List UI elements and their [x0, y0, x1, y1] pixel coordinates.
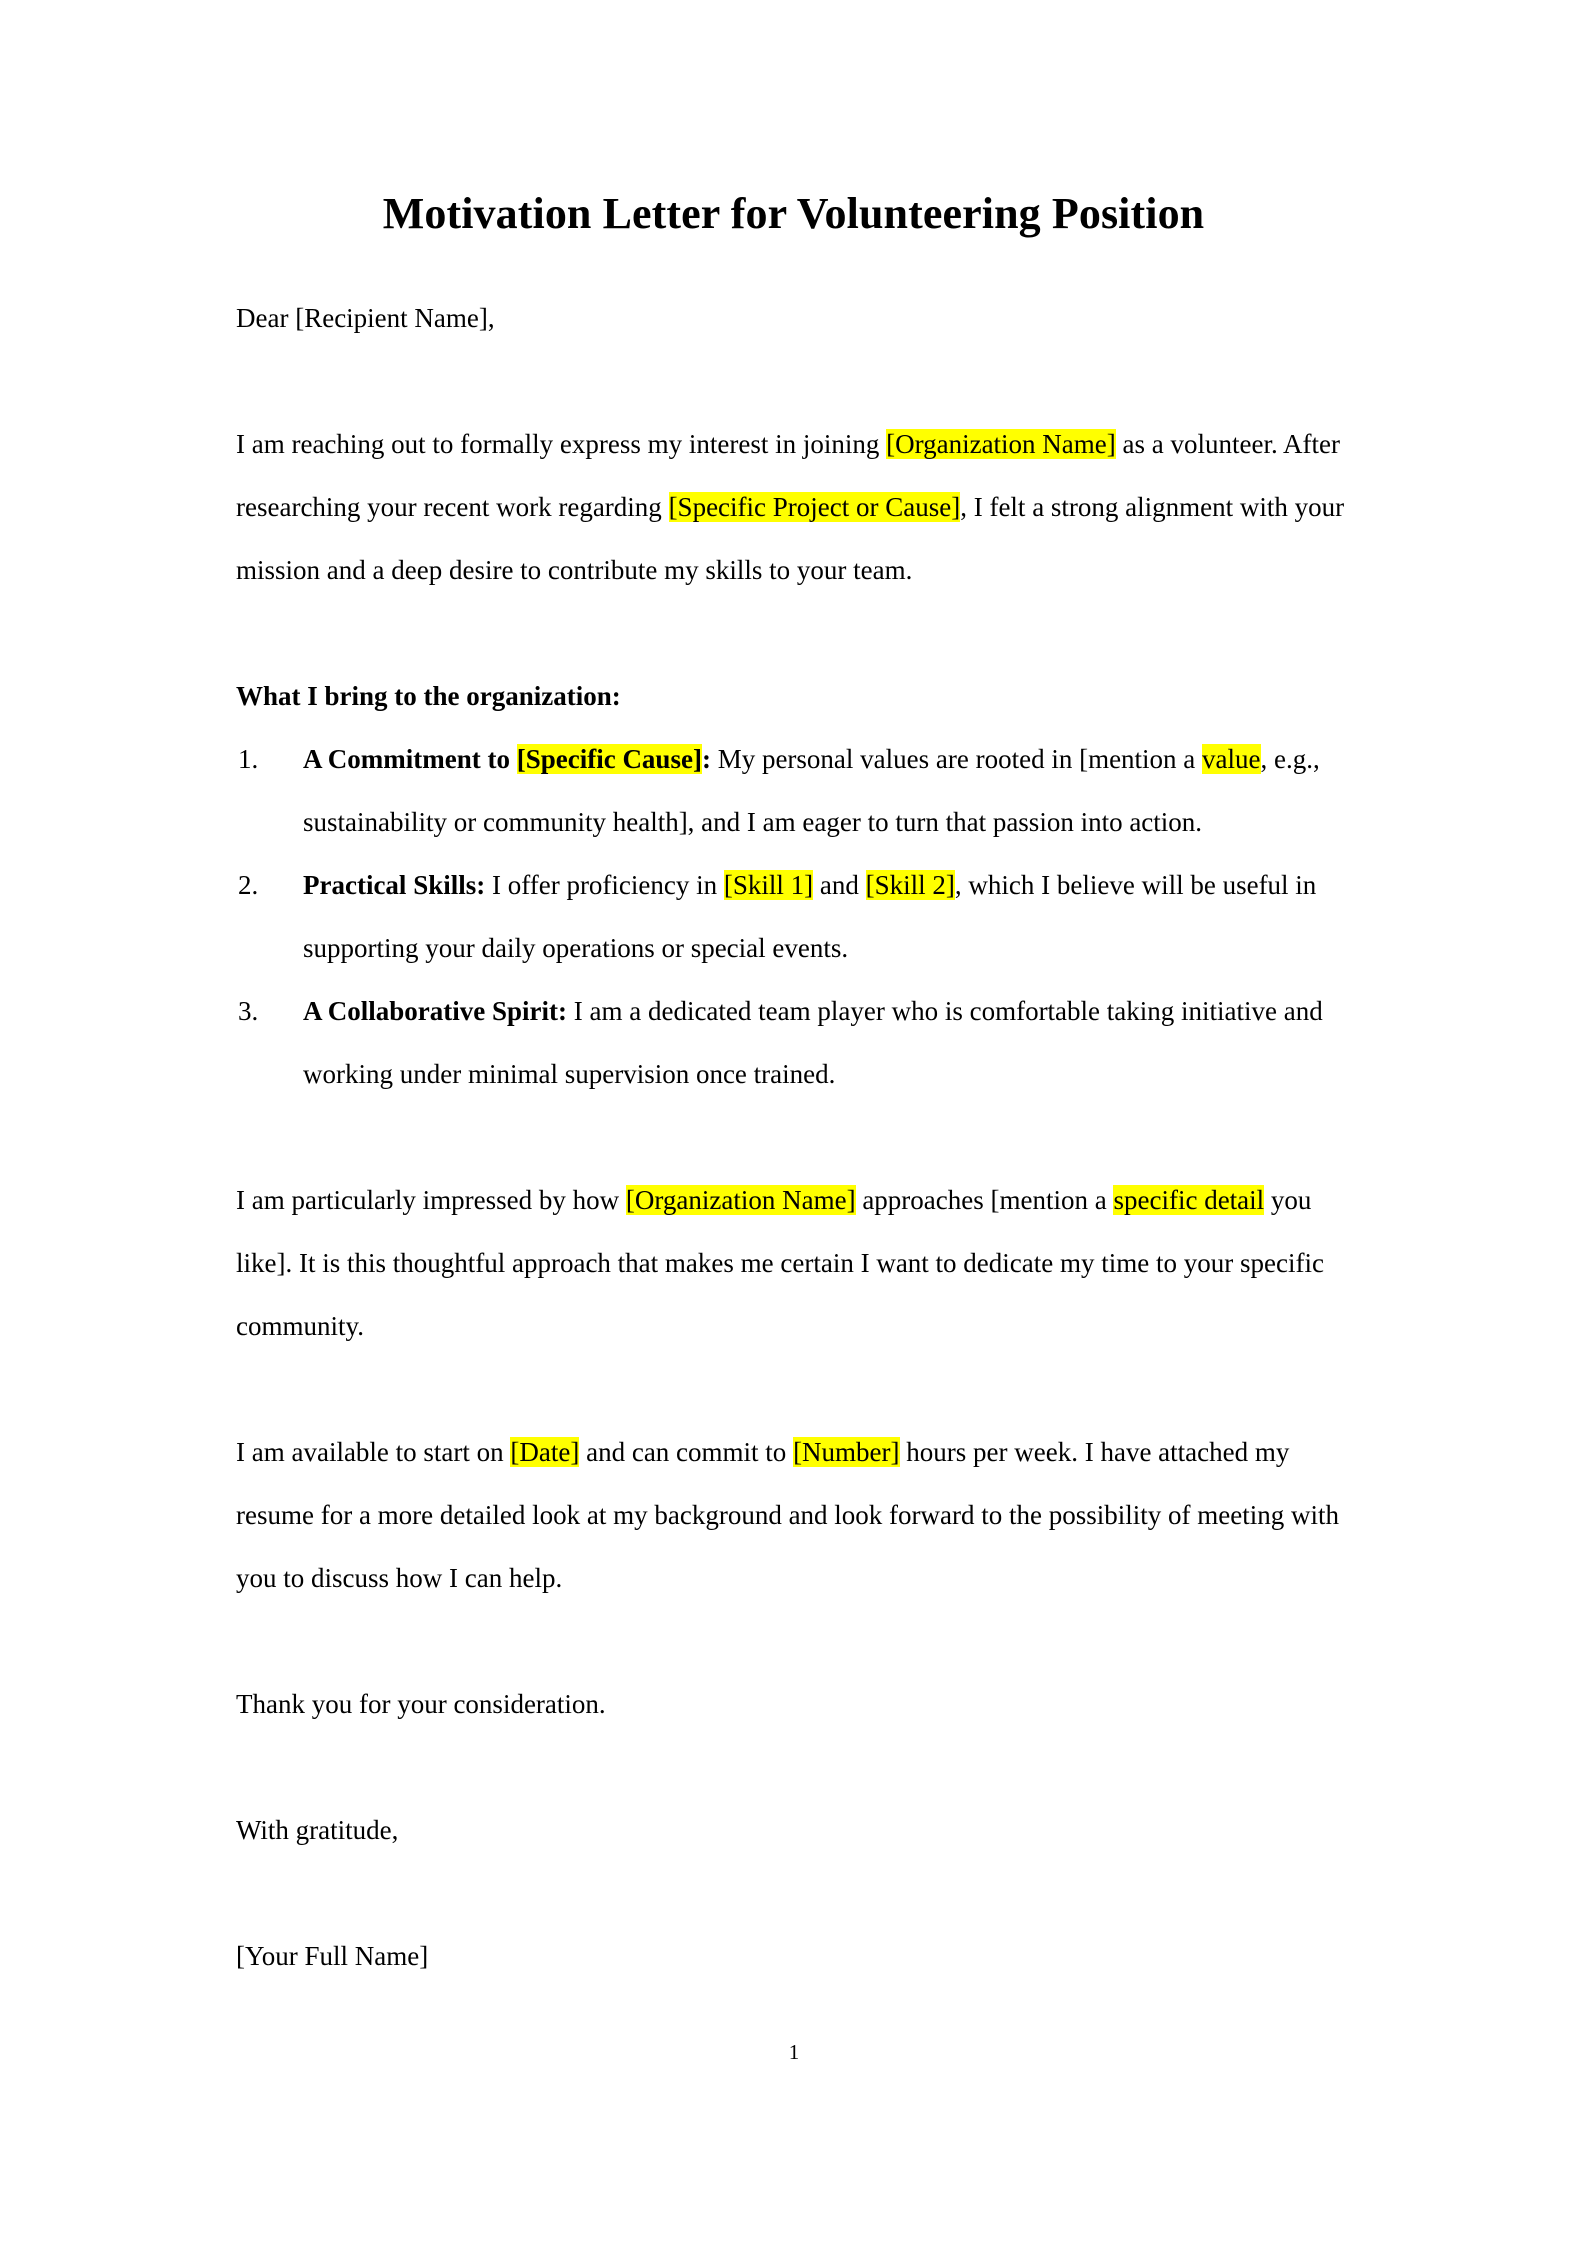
- salutation-text: Dear [Recipient Name],: [236, 303, 495, 333]
- highlight-skill-1: [Skill 1]: [723, 870, 814, 900]
- list-marker: 2.: [238, 870, 259, 900]
- spacer: [236, 1358, 1351, 1421]
- page-number: 1: [788, 2040, 800, 2064]
- item-text-part1: My personal values are rooted in [mention a: [710, 744, 1203, 774]
- intro-text-part3: , I felt a strong alignment with your mission and a deep desire to contribute my skills to your team.: [236, 492, 1345, 585]
- impressed-text-part1: I am particularly impressed by how: [236, 1185, 626, 1215]
- highlight-skill-2: [Skill 2]: [865, 870, 955, 900]
- salutation-line: [236, 287, 1351, 350]
- spacer: [236, 350, 1351, 413]
- item-text-part1: I am a dedicated team player who is comfortable taking initiative and working under minimal supervision once trained.: [303, 996, 1323, 1089]
- spacer: [236, 1736, 1351, 1799]
- item-bold-prefix: Practical Skills:: [303, 870, 486, 900]
- spacer: [236, 1106, 1351, 1169]
- qualifications-list: [236, 728, 1351, 1106]
- availability-text-part1: I am available to start on: [236, 1437, 511, 1467]
- item-text-part2: and: [813, 870, 866, 900]
- list-item: [236, 728, 1351, 854]
- section-heading: What I bring to the organization:: [236, 681, 621, 711]
- availability-paragraph: [236, 1421, 1351, 1610]
- list-item: [236, 980, 1351, 1106]
- list-item: [236, 854, 1351, 980]
- signature-name: [Your Full Name]: [236, 1941, 429, 1971]
- highlight-specific-project: [Specific Project or Cause]: [668, 492, 961, 522]
- impressed-text-part2: approaches [mention a: [855, 1185, 1114, 1215]
- closing-line: With gratitude,: [236, 1815, 399, 1845]
- page-title: Motivation Letter for Volunteering Position: [382, 189, 1205, 238]
- highlight-specific-cause: [Specific Cause]: [516, 744, 702, 774]
- highlight-number: [Number]: [793, 1437, 900, 1467]
- intro-text-part1: I am reaching out to formally express my interest in joining: [236, 429, 887, 459]
- impressed-text-part3: you like]. It is this thoughtful approach that makes me certain I want to dedicate my time to your specific community.: [236, 1185, 1324, 1341]
- availability-text-part2: and can commit to: [579, 1437, 794, 1467]
- impressed-paragraph: [236, 1169, 1351, 1358]
- highlight-date: [Date]: [510, 1437, 580, 1467]
- list-marker: 3.: [238, 996, 259, 1026]
- item-text-part1: I offer proficiency in: [485, 870, 724, 900]
- document-body: [236, 186, 1351, 1988]
- spacer: [236, 1610, 1351, 1673]
- list-marker: 1.: [238, 744, 259, 774]
- highlight-specific-detail: specific detail: [1113, 1185, 1265, 1215]
- highlight-organization-name-2: [Organization Name]: [625, 1185, 856, 1215]
- item-bold-suffix: :: [701, 744, 711, 774]
- highlight-organization-name: [Organization Name]: [886, 429, 1116, 459]
- intro-text-part2: as a volunteer. After researching your recent work regarding: [236, 429, 1340, 522]
- spacer: [236, 602, 1351, 665]
- item-bold-prefix: A Collaborative Spirit:: [303, 996, 567, 1026]
- spacer: [236, 1862, 1351, 1925]
- intro-paragraph: [236, 413, 1351, 602]
- item-bold-prefix: A Commitment to: [303, 744, 517, 774]
- highlight-value: value: [1202, 744, 1261, 774]
- item-text-part3: , which I believe will be useful in supporting your daily operations or special events.: [303, 870, 1317, 963]
- availability-text-part3: hours per week. I have attached my resume for a more detailed look at my background and look forward to the possibility of meeting with you to discuss how I can help.: [236, 1437, 1339, 1593]
- thank-you-line: Thank you for your consideration.: [236, 1689, 606, 1719]
- item-text-part2: , e.g., sustainability or community health], and I am eager to turn that passion into action.: [303, 744, 1320, 837]
